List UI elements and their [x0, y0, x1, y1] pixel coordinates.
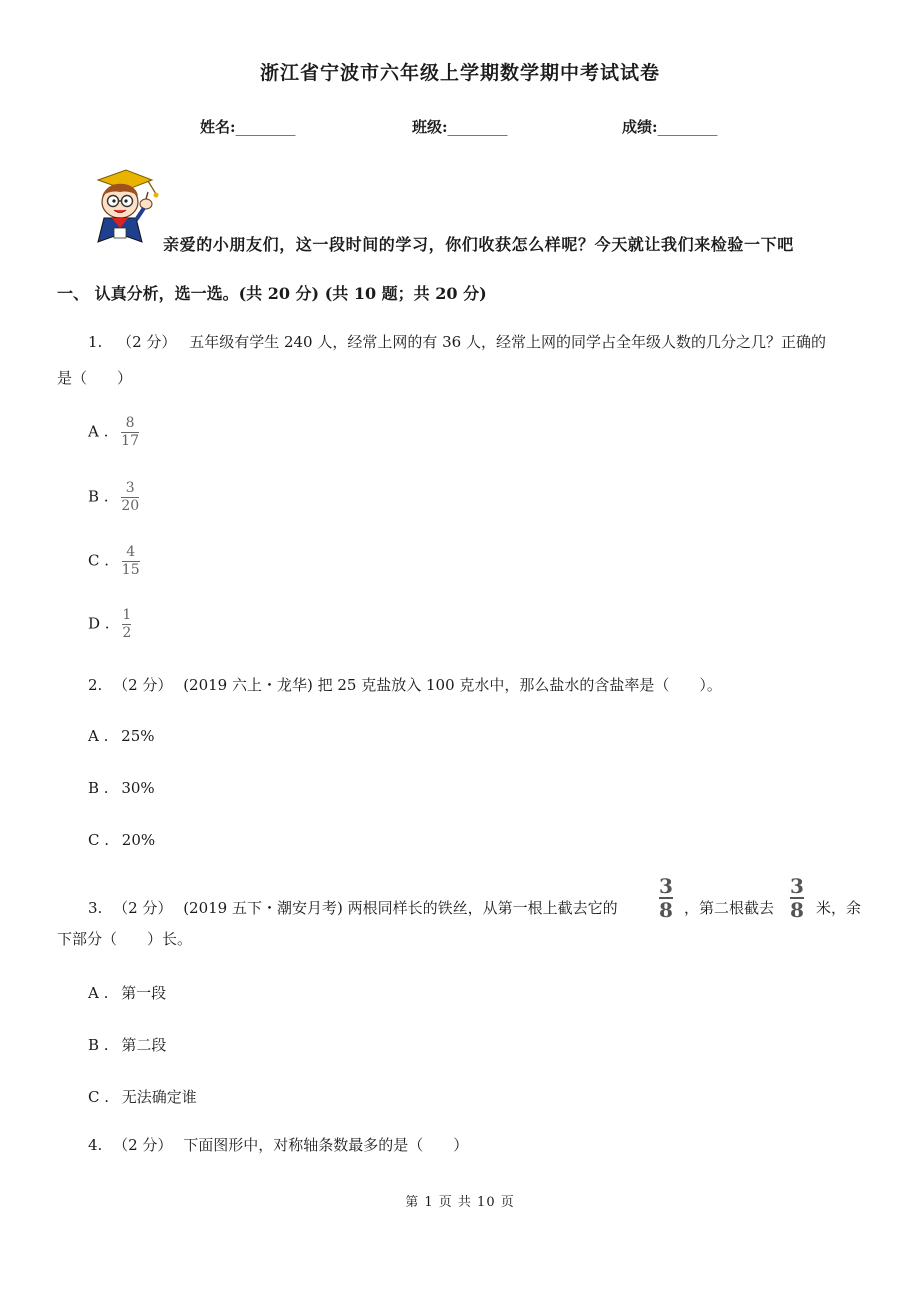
option-2b[interactable] [88, 779, 155, 797]
question-score: （2 分） [113, 899, 173, 917]
option-1d[interactable] [88, 608, 131, 641]
name-label: 姓名: [200, 118, 236, 136]
class-field [412, 116, 508, 137]
question-score: （2 分） [113, 676, 173, 694]
option-label: A . [88, 984, 109, 1002]
score-field [622, 116, 718, 137]
option-text: 第二段 [121, 1036, 167, 1054]
question-score: （2 分） [113, 1136, 173, 1154]
option-label: C . [88, 551, 110, 570]
question-2 [88, 667, 722, 703]
denominator: 8 [659, 898, 673, 922]
question-text: (2019 六上・龙华) 把 25 克盐放入 100 克水中，那么盐水的含盐率是（ ）。 [183, 676, 722, 694]
question-1 [88, 324, 826, 360]
option-text: 20% [121, 831, 156, 849]
question-3-line2: 下部分（ ）长。 [57, 930, 193, 948]
question-score: （2 分） [117, 333, 177, 351]
denominator: 17 [121, 433, 139, 449]
option-label: C . [88, 831, 110, 849]
numerator: 3 [125, 480, 135, 496]
option-text: 无法确定谁 [121, 1088, 197, 1106]
option-1b[interactable] [88, 481, 139, 514]
numerator: 1 [122, 607, 132, 623]
option-3b[interactable] [88, 1034, 166, 1055]
section-1-heading: 一、 认真分析，选一选。(共 20 分) (共 10 题；共 20 分) [57, 284, 487, 303]
option-2a[interactable] [88, 727, 155, 745]
option-text: 30% [121, 779, 155, 797]
page-title: 浙江省宁波市六年级上学期数学期中考试试卷 [259, 62, 660, 84]
option-label: C . [88, 1088, 110, 1106]
name-field [200, 116, 296, 137]
class-blank: ________ [447, 118, 508, 136]
fraction-3-first [659, 876, 673, 920]
question-number: 1. [88, 333, 103, 351]
fraction-3-second [790, 876, 804, 920]
name-blank: ________ [235, 118, 296, 136]
fraction [121, 481, 139, 514]
numerator: 3 [659, 874, 673, 898]
question-1-line2: 是（ ） [57, 369, 133, 387]
question-number: 4. [88, 1136, 103, 1154]
numerator: 4 [126, 544, 136, 560]
option-label: B . [88, 1036, 109, 1054]
fraction [122, 608, 131, 641]
question-3-text-c: 米，余 [816, 899, 862, 917]
option-text: 第一段 [121, 984, 167, 1002]
numerator: 8 [125, 415, 135, 431]
option-2c[interactable] [88, 831, 155, 849]
class-label: 班级: [412, 118, 448, 136]
option-text: 25% [121, 727, 155, 745]
question-4 [88, 1127, 468, 1163]
score-blank: ________ [657, 118, 718, 136]
question-text: 下面图形中，对称轴条数最多的是（ ） [183, 1136, 469, 1154]
question-text: (2019 五下・潮安月考) 两根同样长的铁丝，从第一根上截去它的 [183, 899, 618, 917]
fraction [122, 545, 140, 578]
question-number: 3. [88, 899, 103, 917]
option-3a[interactable] [88, 982, 166, 1003]
option-label: D . [88, 614, 110, 633]
denominator: 8 [790, 898, 804, 922]
fraction [121, 416, 139, 449]
page-footer: 第 1 页 共 10 页 [405, 1195, 515, 1210]
option-3c[interactable] [88, 1086, 197, 1107]
score-label: 成绩: [622, 118, 658, 136]
greeting-text: 亲爱的小朋友们，这一段时间的学习，你们收获怎么样呢？今天就让我们来检验一下吧 [163, 235, 794, 254]
numerator: 3 [790, 874, 804, 898]
option-label: A . [88, 422, 109, 441]
option-label: A . [88, 727, 109, 745]
option-label: B . [88, 779, 109, 797]
option-1a[interactable] [88, 416, 139, 449]
denominator: 2 [122, 625, 132, 641]
option-1c[interactable] [88, 545, 140, 578]
denominator: 20 [121, 498, 140, 514]
question-text: 五年级有学生 240 人，经常上网的有 36 人，经常上网的同学占全年级人数的几分之几？正确的 [189, 333, 826, 351]
question-3-text-b: ，第二根截去 [684, 899, 775, 917]
mascot-illustration [90, 168, 168, 246]
denominator: 15 [121, 562, 140, 578]
option-label: B . [88, 487, 109, 506]
question-number: 2. [88, 676, 103, 694]
